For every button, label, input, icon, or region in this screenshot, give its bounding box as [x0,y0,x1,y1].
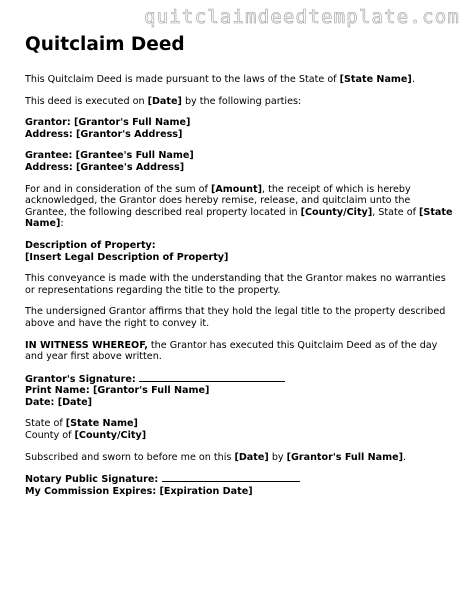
consideration-text-3: , State of [372,206,420,218]
witness-text: the Grantor has executed this Quitclaim Deed as of the day and year first above written. [25,339,438,363]
consideration-text-1: For and in consideration of the sum of [25,183,211,195]
consideration-state: [State Name] [25,206,453,230]
notary-signature-label: Notary Public Signature: [25,474,162,486]
grantor-signature-line [25,373,455,386]
grantee-block [25,150,455,173]
grantor-signature-label: Grantor's Signature: [25,373,140,385]
grantor-signature-blank[interactable] [139,373,285,382]
affirmation-paragraph: The undersigned Grantor affirms that they hold the legal title to the property described above and have the right to convey it. [25,306,446,329]
site-watermark: quitclaimdeedtemplate.com [144,6,460,28]
consideration-county: [County/City] [300,206,373,218]
sworn-text-2: by [268,451,287,463]
witness-heading: IN WITNESS WHEREOF, [25,339,148,351]
execution-paragraph [25,96,455,108]
execution-end: by the following parties: [181,95,302,107]
execution-date: [Date] [147,95,182,107]
notary-signature-line [25,473,455,486]
intro-state: [State Name] [339,74,412,85]
sworn-text-1: Subscribed and sworn to before me on this [25,451,235,463]
sworn-paragraph [25,452,455,464]
venue-state-line [25,418,455,430]
intro-text: This Quitclaim Deed is made pursuant to the laws of the State of [25,74,340,85]
consideration-text-2: , the receipt of which is hereby acknowledged, the Grantor does hereby remise, release, and quitclaim unto the Grantee, the following described real property located in [25,183,411,218]
intro-paragraph [25,74,455,86]
property-description: [Insert Legal Description of Property] [25,251,229,263]
deed-document [25,34,455,507]
sworn-end: . [403,451,407,463]
grantee-address: Address: [Grantee's Address] [25,161,185,173]
consideration-end: : [60,218,64,230]
venue-state: [State Name] [65,418,138,430]
consideration-amount: [Amount] [210,183,262,195]
venue-block [25,418,455,441]
sworn-date: [Date] [234,451,269,463]
notary-block [25,473,455,497]
venue-county: [County/City] [74,430,147,442]
consideration-paragraph [25,184,455,230]
execution-text: This deed is executed on [25,95,148,107]
property-block [25,240,455,263]
venue-state-label: State of [25,418,66,430]
grantor-signature-block [25,373,455,409]
notary-commission-expiry: My Commission Expires: [Expiration Date] [25,485,253,497]
witness-paragraph [25,340,455,363]
sworn-name: [Grantor's Full Name] [286,451,404,463]
venue-county-line [25,430,455,442]
venue-county-label: County of [25,430,75,442]
notary-signature-blank[interactable] [162,473,300,482]
grantor-name: Grantor: [Grantor's Full Name] [25,117,191,129]
conveyance-paragraph: This conveyance is made with the understanding that the Grantor makes no warranties or representations regarding the title to the property. [25,273,446,296]
document-title: Quitclaim Deed [25,34,185,55]
grantee-name: Grantee: [Grantee's Full Name] [25,150,194,162]
grantor-address: Address: [Grantor's Address] [25,128,183,140]
intro-end: . [411,74,415,85]
grantor-print-name: Print Name: [Grantor's Full Name] [25,385,210,397]
grantor-block [25,117,455,140]
property-heading: Description of Property: [25,239,156,251]
grantor-signature-date: Date: [Date] [25,396,93,408]
